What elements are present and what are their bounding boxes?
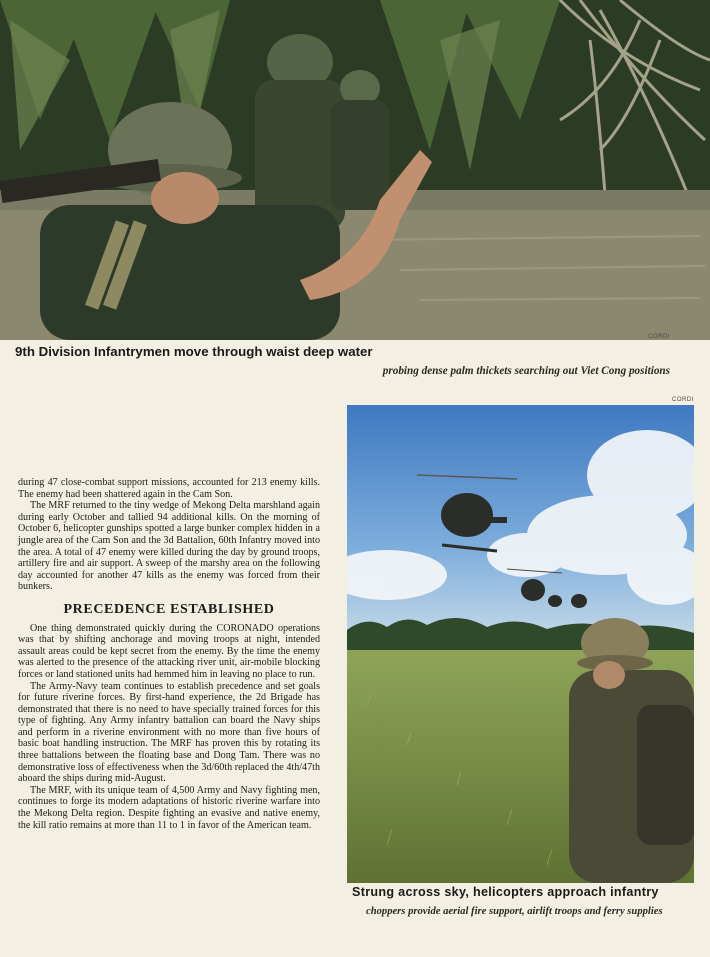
- photo-infantrymen-in-water: [0, 0, 710, 340]
- section-heading: PRECEDENCE ESTABLISHED: [63, 601, 275, 617]
- article-paragraph: The MRF, with its unique team of 4,500 Army and Navy fighting men, continues to forge its modern adaptations of historic riverine warfare into the Mekong Delta region. Despite fighting an evasive and native enemy, the kill ratio remains at more than 11 to 1 in favor of the American team.: [18, 784, 320, 831]
- infantrymen-photo-illustration: [0, 0, 710, 340]
- top-photo-subcaption: probing dense palm thickets searching out Viet Cong positions: [382, 365, 670, 377]
- article-paragraph: One thing demonstrated quickly during the CORONADO operations was that by shifting anchorage and moving troops at night, intended assault areas could be kept secret from the enemy. By the time the enemy was alerted to the presence of the attacking river unit, air-mobile blocking forces or land stationed units had hemmed him in leaving no place to run.: [18, 622, 320, 680]
- right-photo-credit: CORDI: [672, 397, 694, 403]
- article-paragraph: during 47 close-combat support missions, accounted for 213 enemy kills. The enemy had been shattered again in the Cam Son.: [18, 477, 320, 500]
- top-photo-caption: 9th Division Infantrymen move through waist deep water: [15, 344, 373, 359]
- photo-credit: CORDI: [648, 334, 670, 340]
- photo-helicopters-approach: [347, 405, 694, 883]
- right-photo-caption: Strung across sky, helicopters approach infantry: [352, 885, 659, 899]
- article-paragraph: The Army-Navy team continues to establish precedence and set goals for future riverine forces. By first-hand experience, the 2d Brigade has demonstrated that there is no need to have specially trained forces for this type of fighting. Any Army infantry battalion can board the Navy ships and perform in a riverine environment with no more than five hours of basic boat handling instruction. The MRF has proven this by rotating its three battalions between the floating base and Dong Tam. There was no demonstrative loss of effectiveness when the 3d/60th replaced the 4th/47th aboard the ships during mid-August.: [18, 680, 320, 785]
- article-body: [18, 477, 320, 831]
- article-paragraph: The MRF returned to the tiny wedge of Mekong Delta marshland again during early October and tallied 94 additional kills. On the morning of October 6, helicopter gunships spotted a large bunker complex hidden in a jungle area of the Cam Son and the 3d Battalion, 60th Infantry moved into the area. A total of 47 enemy were killed during the day by ground troops, artillery fire and air support. A sweep of the marshy area on the following day accounted for another 47 kills as the enemy was forced from their bunkers.: [18, 500, 320, 593]
- helicopters-photo-illustration: [347, 405, 694, 883]
- right-photo-subcaption: choppers provide aerial fire support, airlift troops and ferry supplies: [366, 906, 663, 917]
